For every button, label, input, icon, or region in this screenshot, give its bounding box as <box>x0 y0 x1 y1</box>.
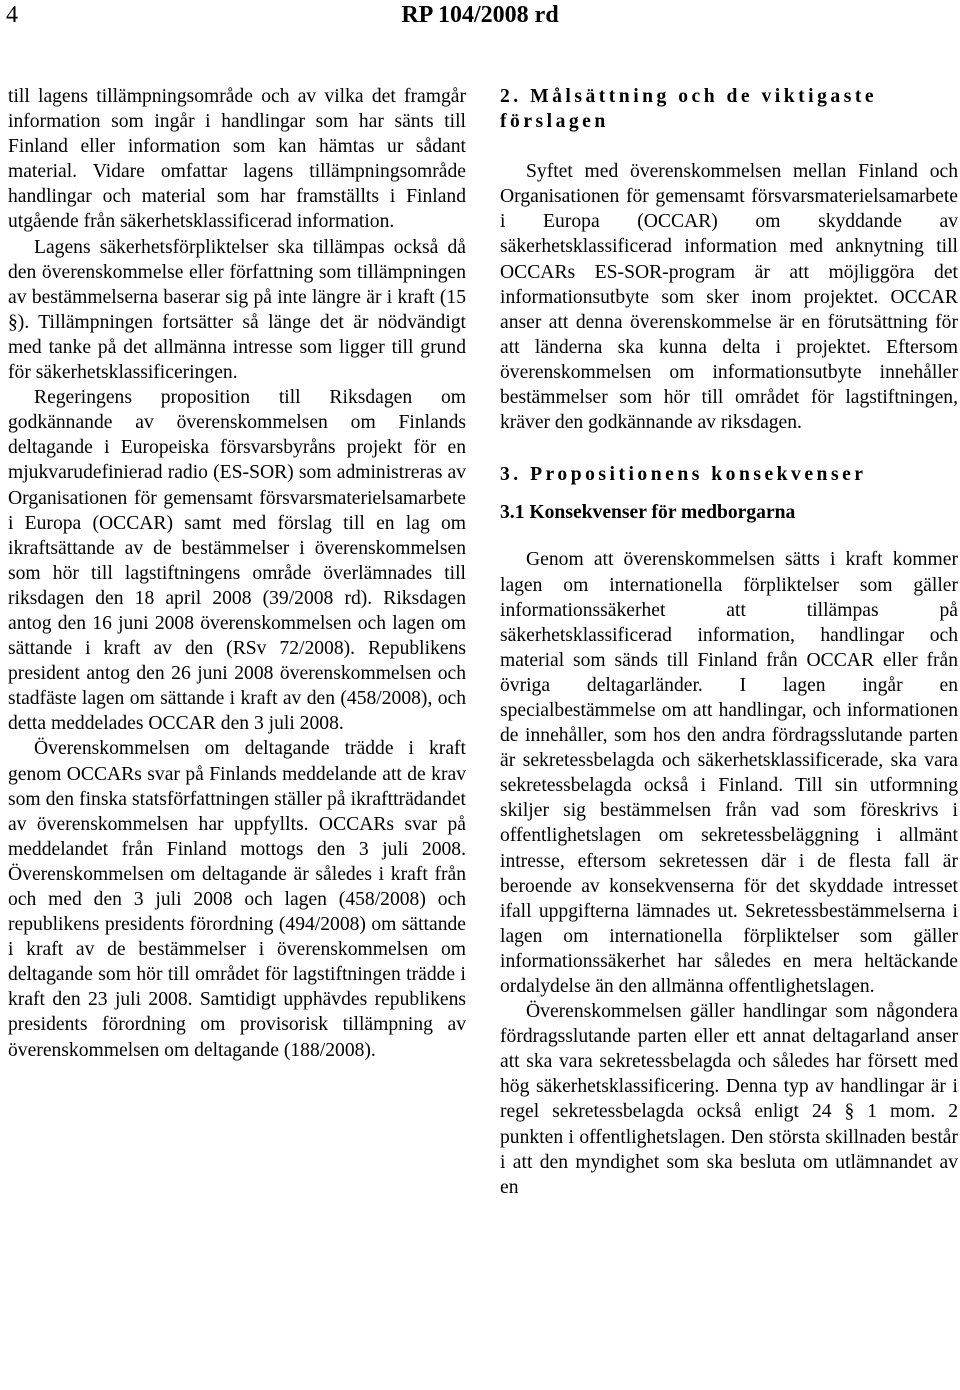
paragraph-government-proposal: Regeringens proposition till Riksdagen om godkännande av överenskommelsen om Finlands deltagande i Europeiska försvarsbyråns projekt för en mjukvarudefinierad radio (ES-SOR) som administreras av Organisationen för gemensamt försvarsmaterielsamarbete i Europa (OCCAR) samt med förslag till en lag om ikraftsättande av de bestämmelser i överenskommelsen som hör till lagstiftningens område överlämnades till riksdagen den 18 april 2008 (39/2008 rd). Riksdagen antog den 16 juni 2008 överenskommelsen och lagen om sättande i kraft av den (RSv 72/2008). Republikens president antog den 26 juni 2008 överenskommelsen och stadfäste lagen om sättande i kraft av den (458/2008), och detta meddelades OCCAR den 3 juli 2008. <box>8 387 466 735</box>
paragraph-consequences-citizens: Genom att överenskommelsen sätts i kraft kommer lagen om internationella förpliktelser som gäller informationssäkerhet att tillämpas på säkerhetsklassificerad information, handlingar och material som sänds till Finland från OCCAR eller från övriga deltagarländer. I lagen ingår en specialbestämmelse om att handlingar, och informationen de innehåller, som hos den andra fördragsslutande parten är sekretessbelagda och säkerhetsklassificerade, ska vara sekretessbelagda också i Finland. Till sin utformning skiljer sig bestämmelsen från vad som föreskrivs i offentlighetslagen om sekretessbeläggning i allmänt intresse, eftersom sekretessen där i de flesta fall är beroende av konsekvenserna för det skyddade intresset ifall uppgifterna lämnades ut. Sekretessbestämmelserna i lagen om internationella förpliktelser som gäller informationssäkerhet har således en mera heltäckande ordalydelse än den allmänna offentlighetslagen. <box>500 549 958 997</box>
paragraph-scope-continuation: till lagens tillämpningsområde och av vilka det framgår information som ingår i handlingar som har sänts till Finland eller information som kan hämtas ur sådant material. Vidare omfattar lagens tillämpningsområde handlingar och material som har framställts i Finland utgående från säkerhetsklassificerad information. <box>8 86 466 233</box>
paragraph-security-obligations: Lagens säkerhetsförpliktelser ska tillämpas också då den överenskommelse eller författning som tillämpningen av bestämmelserna baserar sig på inte längre är i kraft (15 §). Tillämpningen fortsätter så länge det är nödvändigt med tanke på det allmänna intresse som ligger till grund för säkerhetsklassificeringen. <box>8 236 466 384</box>
paragraph-objectives: Syftet med överenskommelsen mellan Finland och Organisationen för gemensamt försvarsmaterielsamarbete i Europa (OCCAR) om skyddande av säkerhetsklassificerad information med anknytning till OCCARs ES-SOR-program är att möjliggöra det informationsutbyte som sker inom projektet. OCCAR anser att denna överenskommelse är en förutsättning för att länderna ska kunna delta i projektet. Eftersom överenskommelsen om informationsutbyte innehåller bestämmelser som hör till området för lagstiftningen, kräver den godkännande av riksdagen. <box>500 161 958 434</box>
page-number: 4 <box>6 2 18 28</box>
left-column <box>8 84 466 1063</box>
section-2-heading: 2. Målsättning och de viktigaste förslagen <box>500 86 878 133</box>
section-3-1-heading: 3.1 Konsekvenser för medborgarna <box>500 502 796 524</box>
paragraph-entry-into-force: Överenskommelsen om deltagande trädde i kraft genom OCCARs svar på Finlands meddelande att de krav som den finska statsförfattningen ställer på ikraftträdandet av överenskommelsen har uppfyllts. OCCARs svar på meddelandet från Finland mottogs den 3 juli 2008. Överenskommelsen om deltagande är således i kraft från och med den 3 juli 2008 och lagen (458/2008) och republikens presidents förordning (494/2008) om sättande i kraft av de bestämmelser i överenskommelsen om deltagande som hör till området för lagstiftningen trädde i kraft den 23 juli 2008. Samtidigt upphävdes republikens presidents förordning om provisorisk tillämpning av överenskommelsen om deltagande (188/2008). <box>8 738 466 1061</box>
document-reference: RP 104/2008 rd <box>401 2 559 28</box>
page-header <box>0 0 960 36</box>
right-column <box>500 84 958 1200</box>
paragraph-classified-documents: Överenskommelsen gäller handlingar som någondera fördragsslutande parten eller ett annat deltagarland anser att ska vara sekretessbelagda och således har försett med hög säkerhetsklassificering. Denna typ av handlingar är i regel sekretessbelagda också enligt 24 § 1 mom. 2 punkten i offentlighetslagen. Den största skillnaden består i att den myndighet som ska besluta om utlämnandet av en <box>500 1001 958 1198</box>
section-3-heading: 3. Propositionens konsekvenser <box>500 464 867 486</box>
